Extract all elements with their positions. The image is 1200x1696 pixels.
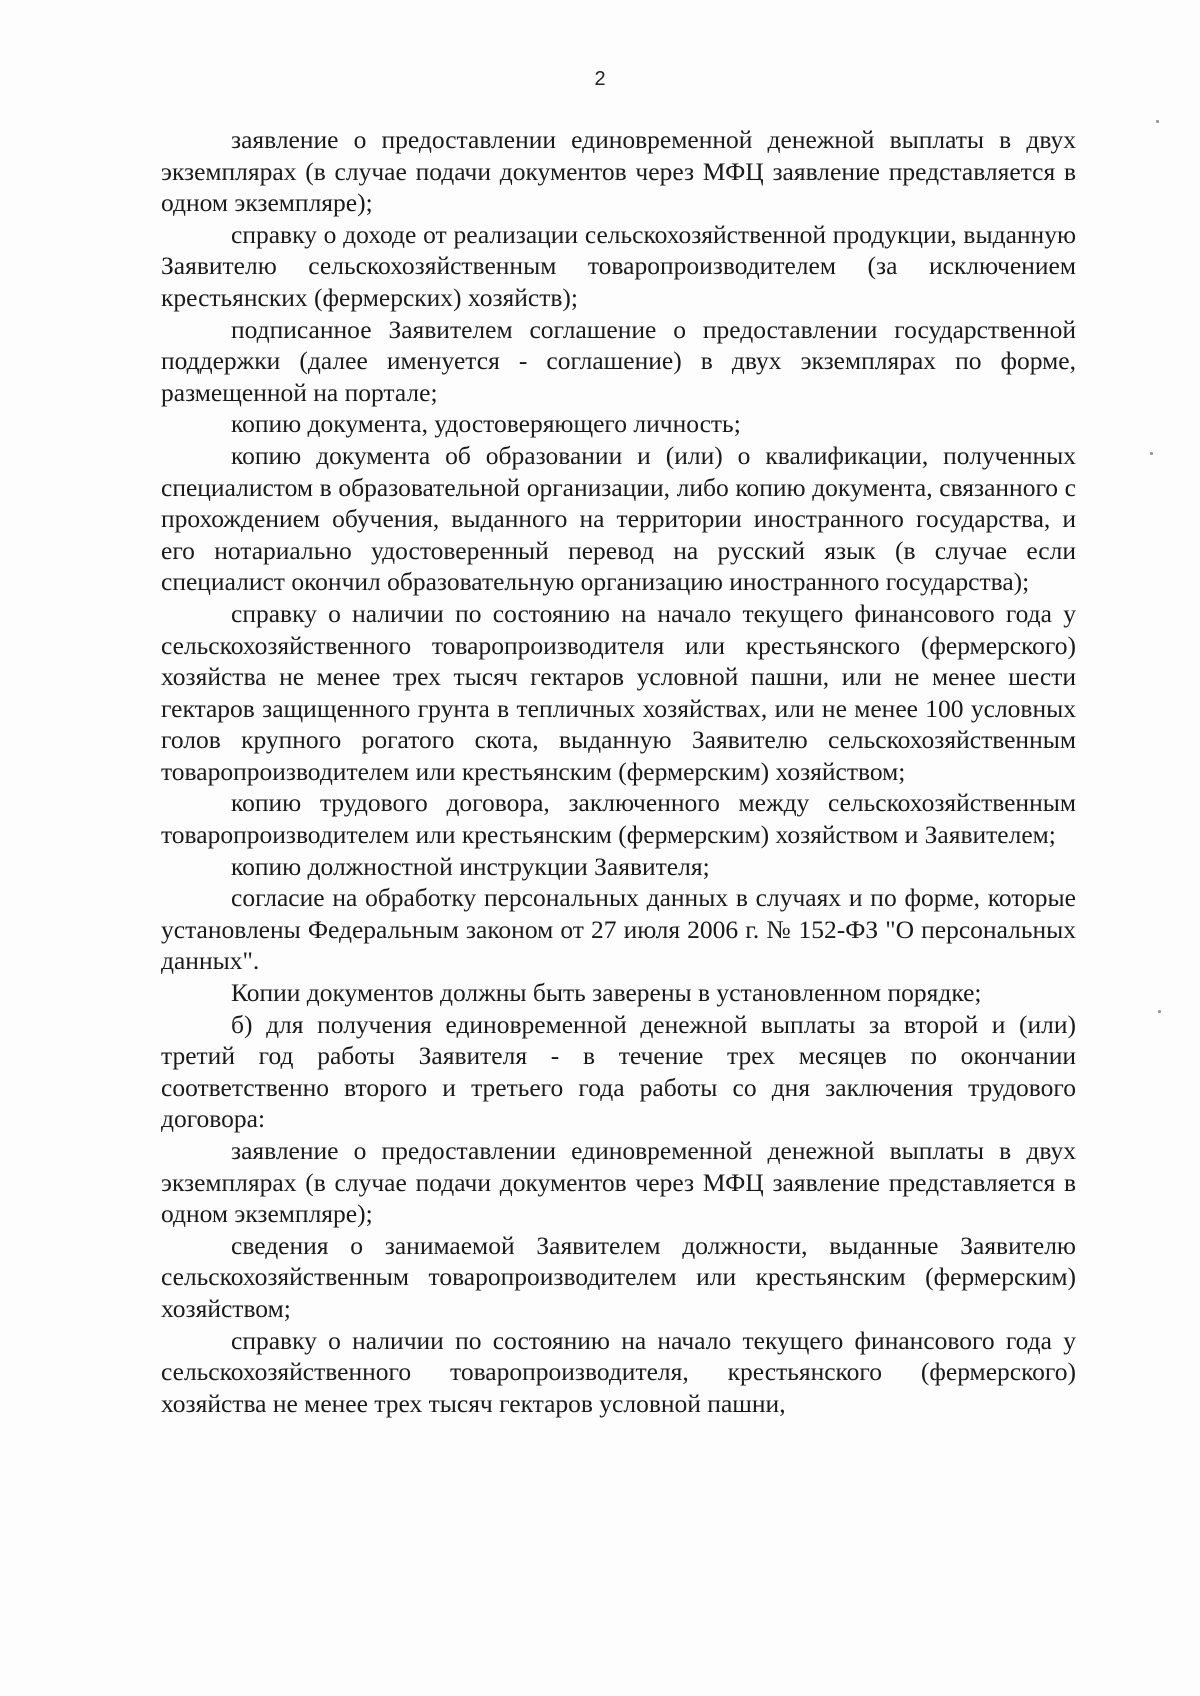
paragraph: копию документа, удостоверяющего личность; [231,409,741,439]
paragraph: заявление о предоставлении единовременной денежной выплаты в двух экземплярах (в случае подачи документов через МФЦ заявление представляется в одном экземпляре); [161,1136,1076,1229]
document-body [161,124,1076,1419]
paragraph: справку о наличии по состоянию на начало текущего финансового года у сельскохозяйственного товаропроизводителя или крестьянского (фермерского) хозяйства не менее трех тысяч гектаров условной пашни, или не менее шести гектаров защищенного грунта в тепличных хозяйствах, или не менее 100 условных голов крупного рогатого скота, выданную Заявителю сельскохозяйственным товаропроизводителем или крестьянским (фермерским) хозяйством; [161,598,1076,786]
paragraph: копию должностной инструкции Заявителя; [231,851,710,881]
paragraph: б) для получения единовременной денежной выплаты за второй и (или) третий год работы Заявителя - в течение трех месяцев по окончании соответственно второго и третьего года работы со дня заключения трудового договора: [161,1009,1076,1134]
scan-speck [1150,452,1153,455]
paragraph: справку о доходе от реализации сельскохозяйственной продукции, выданную Заявителю сельскохозяйственным товаропроизводителем (за исключением крестьянских (фермерских) хозяйств); [161,219,1076,312]
paragraph: копию документа об образовании и (или) о квалификации, полученных специалистом в образовательной организации, либо копию документа, связанного с прохождением обучения, выданного на территории иностранного государства, и его нотариально удостоверенный перевод на русский язык (в случае если специалист окончил образовательную организацию иностранного государства); [161,440,1076,597]
paragraph: сведения о занимаемой Заявителем должности, выданные Заявителю сельскохозяйственным товаропроизводителем или крестьянским (фермерским) хозяйством; [161,1230,1076,1323]
paragraph: копию трудового договора, заключенного между сельскохозяйственным товаропроизводителем или крестьянским (фермерским) хозяйством и Заявителем; [161,788,1076,850]
paragraph: Копии документов должны быть заверены в установленном порядке; [231,978,982,1008]
page-number: 2 [594,68,606,90]
paragraph: согласие на обработку персональных данных в случаях и по форме, которые установлены Федеральным законом от 27 июля 2006 г. № 152-ФЗ "О персональных данных". [161,883,1076,976]
paragraph: подписанное Заявителем соглашение о предоставлении государственной поддержки (далее именуется - соглашение) в двух экземплярах по форме, размещенной на портале; [161,314,1076,407]
scan-speck [1156,120,1159,123]
paragraph: справку о наличии по состоянию на начало текущего финансового года у сельскохозяйственного товаропроизводителя, крестьянского (фермерского) хозяйства не менее трех тысяч гектаров условной пашни, [161,1325,1076,1418]
scan-speck [1158,1010,1161,1013]
paragraph: заявление о предоставлении единовременной денежной выплаты в двух экземплярах (в случае подачи документов через МФЦ заявление представляется в одном экземпляре); [161,125,1076,218]
